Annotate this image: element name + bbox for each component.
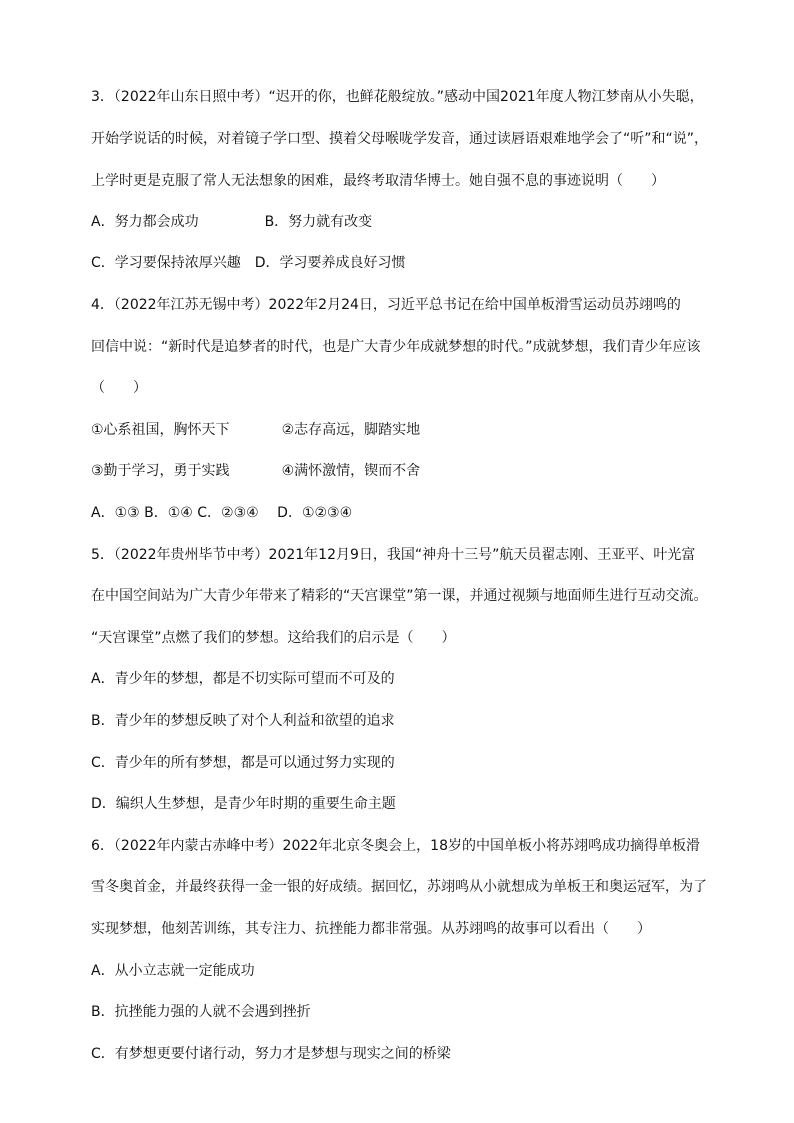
q3-options-row-1: [91, 212, 372, 232]
q5-option-a: A．青少年的梦想，都是不切实际可望而不可及的: [91, 671, 395, 687]
q4-stem-line-3: （ ）: [91, 380, 147, 396]
q3-option-d: D．学习要养成良好习惯: [254, 255, 406, 271]
q5-stem-line-1: 5．（2022年贵州毕节中考）2021年12月9日，我国“神舟十三号”航天员翟志刚、王亚平、叶光富: [91, 547, 696, 563]
q4-items-row-1: [91, 420, 420, 440]
q5-option-c: C．青少年的所有梦想，都是可以通过努力实现的: [91, 755, 395, 771]
q4-stem-line-2: 回信中说：“新时代是追梦者的时代，也是广大青少年成就梦想的时代。”成就梦想，我们青少年应该: [91, 339, 701, 355]
q5-stem-line-3: “天宫课堂”点燃了我们的梦想。这给我们的启示是（ ）: [91, 630, 456, 646]
q5-option-b: B．青少年的梦想反映了对个人利益和欲望的追求: [91, 713, 395, 729]
q6-option-a: A．从小立志就一定能成功: [91, 963, 255, 979]
q3-stem-line-3: 上学时更是克服了常人无法想象的困难，最终考取清华博士。她自强不息的事迹说明（ ）: [91, 173, 665, 189]
q5-stem-line-2: 在中国空间站为广大青少年带来了精彩的“天宫课堂”第一课，并通过视频与地面师生进行互动交流。: [91, 588, 708, 604]
q4-items-row-2: [91, 461, 420, 481]
q6-stem-line-1: 6．（2022年内蒙古赤峰中考）2022年北京冬奥会上，18岁的中国单板小将苏翊鸣成功摘得单板滑: [91, 838, 700, 854]
q4-item-2: ②志存高远，脚踏实地: [281, 422, 421, 438]
q3-option-c: C．学习要保持浓厚兴趣: [91, 255, 241, 271]
q4-stem-line-1: 4．（2022年江苏无锡中考）2022年2月24日，习近平总书记在给中国单板滑雪运动员苏翊鸣的: [91, 297, 681, 313]
q3-stem-line-1: 3．（2022年山东日照中考）“迟开的你，也鲜花般绽放。”感动中国2021年度人物江梦南从小失聪，: [91, 89, 704, 105]
q6-stem-line-2: 雪冬奥首金，并最终获得一金一银的好成绩。据回忆，苏翊鸣从小就想成为单板王和奥运冠军，为了: [91, 879, 707, 895]
q6-option-c: C．有梦想更要付诸行动，努力才是梦想与现实之间的桥梁: [91, 1046, 451, 1062]
q3-stem-line-2: 开始学说话的时候，对着镜子学口型、摸着父母喉咙学发音，通过读唇语艰难地学会了“听”和“说”，: [91, 131, 709, 147]
q3-option-a: A．努力都会成功: [91, 214, 199, 230]
q3-options-row-2: [91, 253, 406, 273]
q4-item-3: ③勤于学习，勇于实践: [91, 463, 230, 479]
q4-item-1: ①心系祖国，胸怀天下: [91, 422, 230, 438]
q6-option-b: B．抗挫能力强的人就不会遇到挫折: [91, 1004, 311, 1020]
q4-options: A．①③ B．①④ C．②③④ D．①②③④: [91, 505, 353, 521]
q3-option-b: B．努力就有改变: [264, 214, 373, 230]
q4-item-4: ④满怀激情，锲而不舍: [281, 463, 421, 479]
q6-stem-line-3: 实现梦想，他刻苦训练，其专注力、抗挫能力都非常强。从苏翊鸣的故事可以看出（ ）: [91, 921, 651, 937]
q5-option-d: D．编织人生梦想，是青少年时期的重要生命主题: [91, 796, 396, 812]
